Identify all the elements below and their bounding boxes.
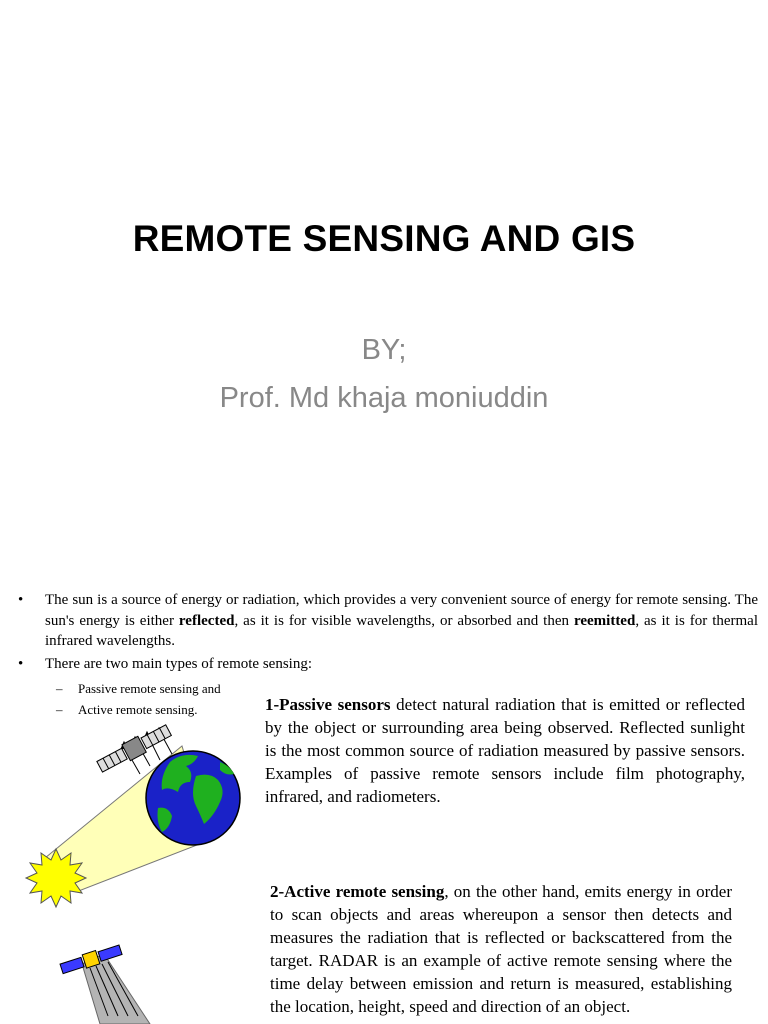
bullet-two-types xyxy=(18,654,758,675)
byline-label: BY; xyxy=(361,334,407,366)
slide-title: REMOTE SENSING AND GIS xyxy=(132,218,636,259)
sub-bullet-marker: – xyxy=(56,681,63,696)
bullet-sun-energy xyxy=(18,590,758,652)
bullet-bold-term: reemitted xyxy=(573,612,636,629)
bullet-marker: • xyxy=(18,592,24,608)
active-body: , on the other hand, emits energy in order to scan objects and areas whereupon a sensor then detects and measures the radiation that is reflected or backscattered from the target. RADAR is an example of active remote sensing where the time delay between emission and return is measured, establishing the location, height, speed and direction of an object. xyxy=(270,882,732,1016)
active-heading: 2-Active remote sensing xyxy=(270,882,445,901)
passive-body: detect natural radiation that is emitted or reflected by the object or surrounding area being observed. Reflected sunlight is the most common source of radiation measured by passive sensors. Examples of passive remote sensors include film photography, infrared, and radiometers. xyxy=(265,695,745,806)
passive-sensors-paragraph xyxy=(265,693,745,808)
bullet-text: The sun is a source of energy or radiation, which provides a very convenient source of energy for remote sensing. The sun's energy is either xyxy=(45,592,758,629)
author-name: Prof. Md khaja moniuddin xyxy=(219,382,549,414)
bullet-bold-term: reflected xyxy=(178,612,235,629)
content-slide xyxy=(0,576,768,1024)
earth-globe-icon xyxy=(146,751,240,845)
bullet-list xyxy=(18,590,758,674)
sub-bullet-text: Passive remote sensing and xyxy=(78,681,221,696)
bullet-text: There are two main types of remote sensing: xyxy=(45,655,312,672)
sub-bullet-marker: – xyxy=(56,702,63,717)
passive-heading: 1-Passive sensors xyxy=(265,695,391,714)
active-sensing-paragraph xyxy=(270,880,732,1018)
bullet-marker: • xyxy=(18,655,24,672)
bullet-text: , as it is for thermal infrared wavelengths. xyxy=(45,612,759,649)
sub-bullet-text: Active remote sensing. xyxy=(78,702,198,717)
bullet-text: , as it is for visible wavelengths, or absorbed and then xyxy=(234,612,574,629)
